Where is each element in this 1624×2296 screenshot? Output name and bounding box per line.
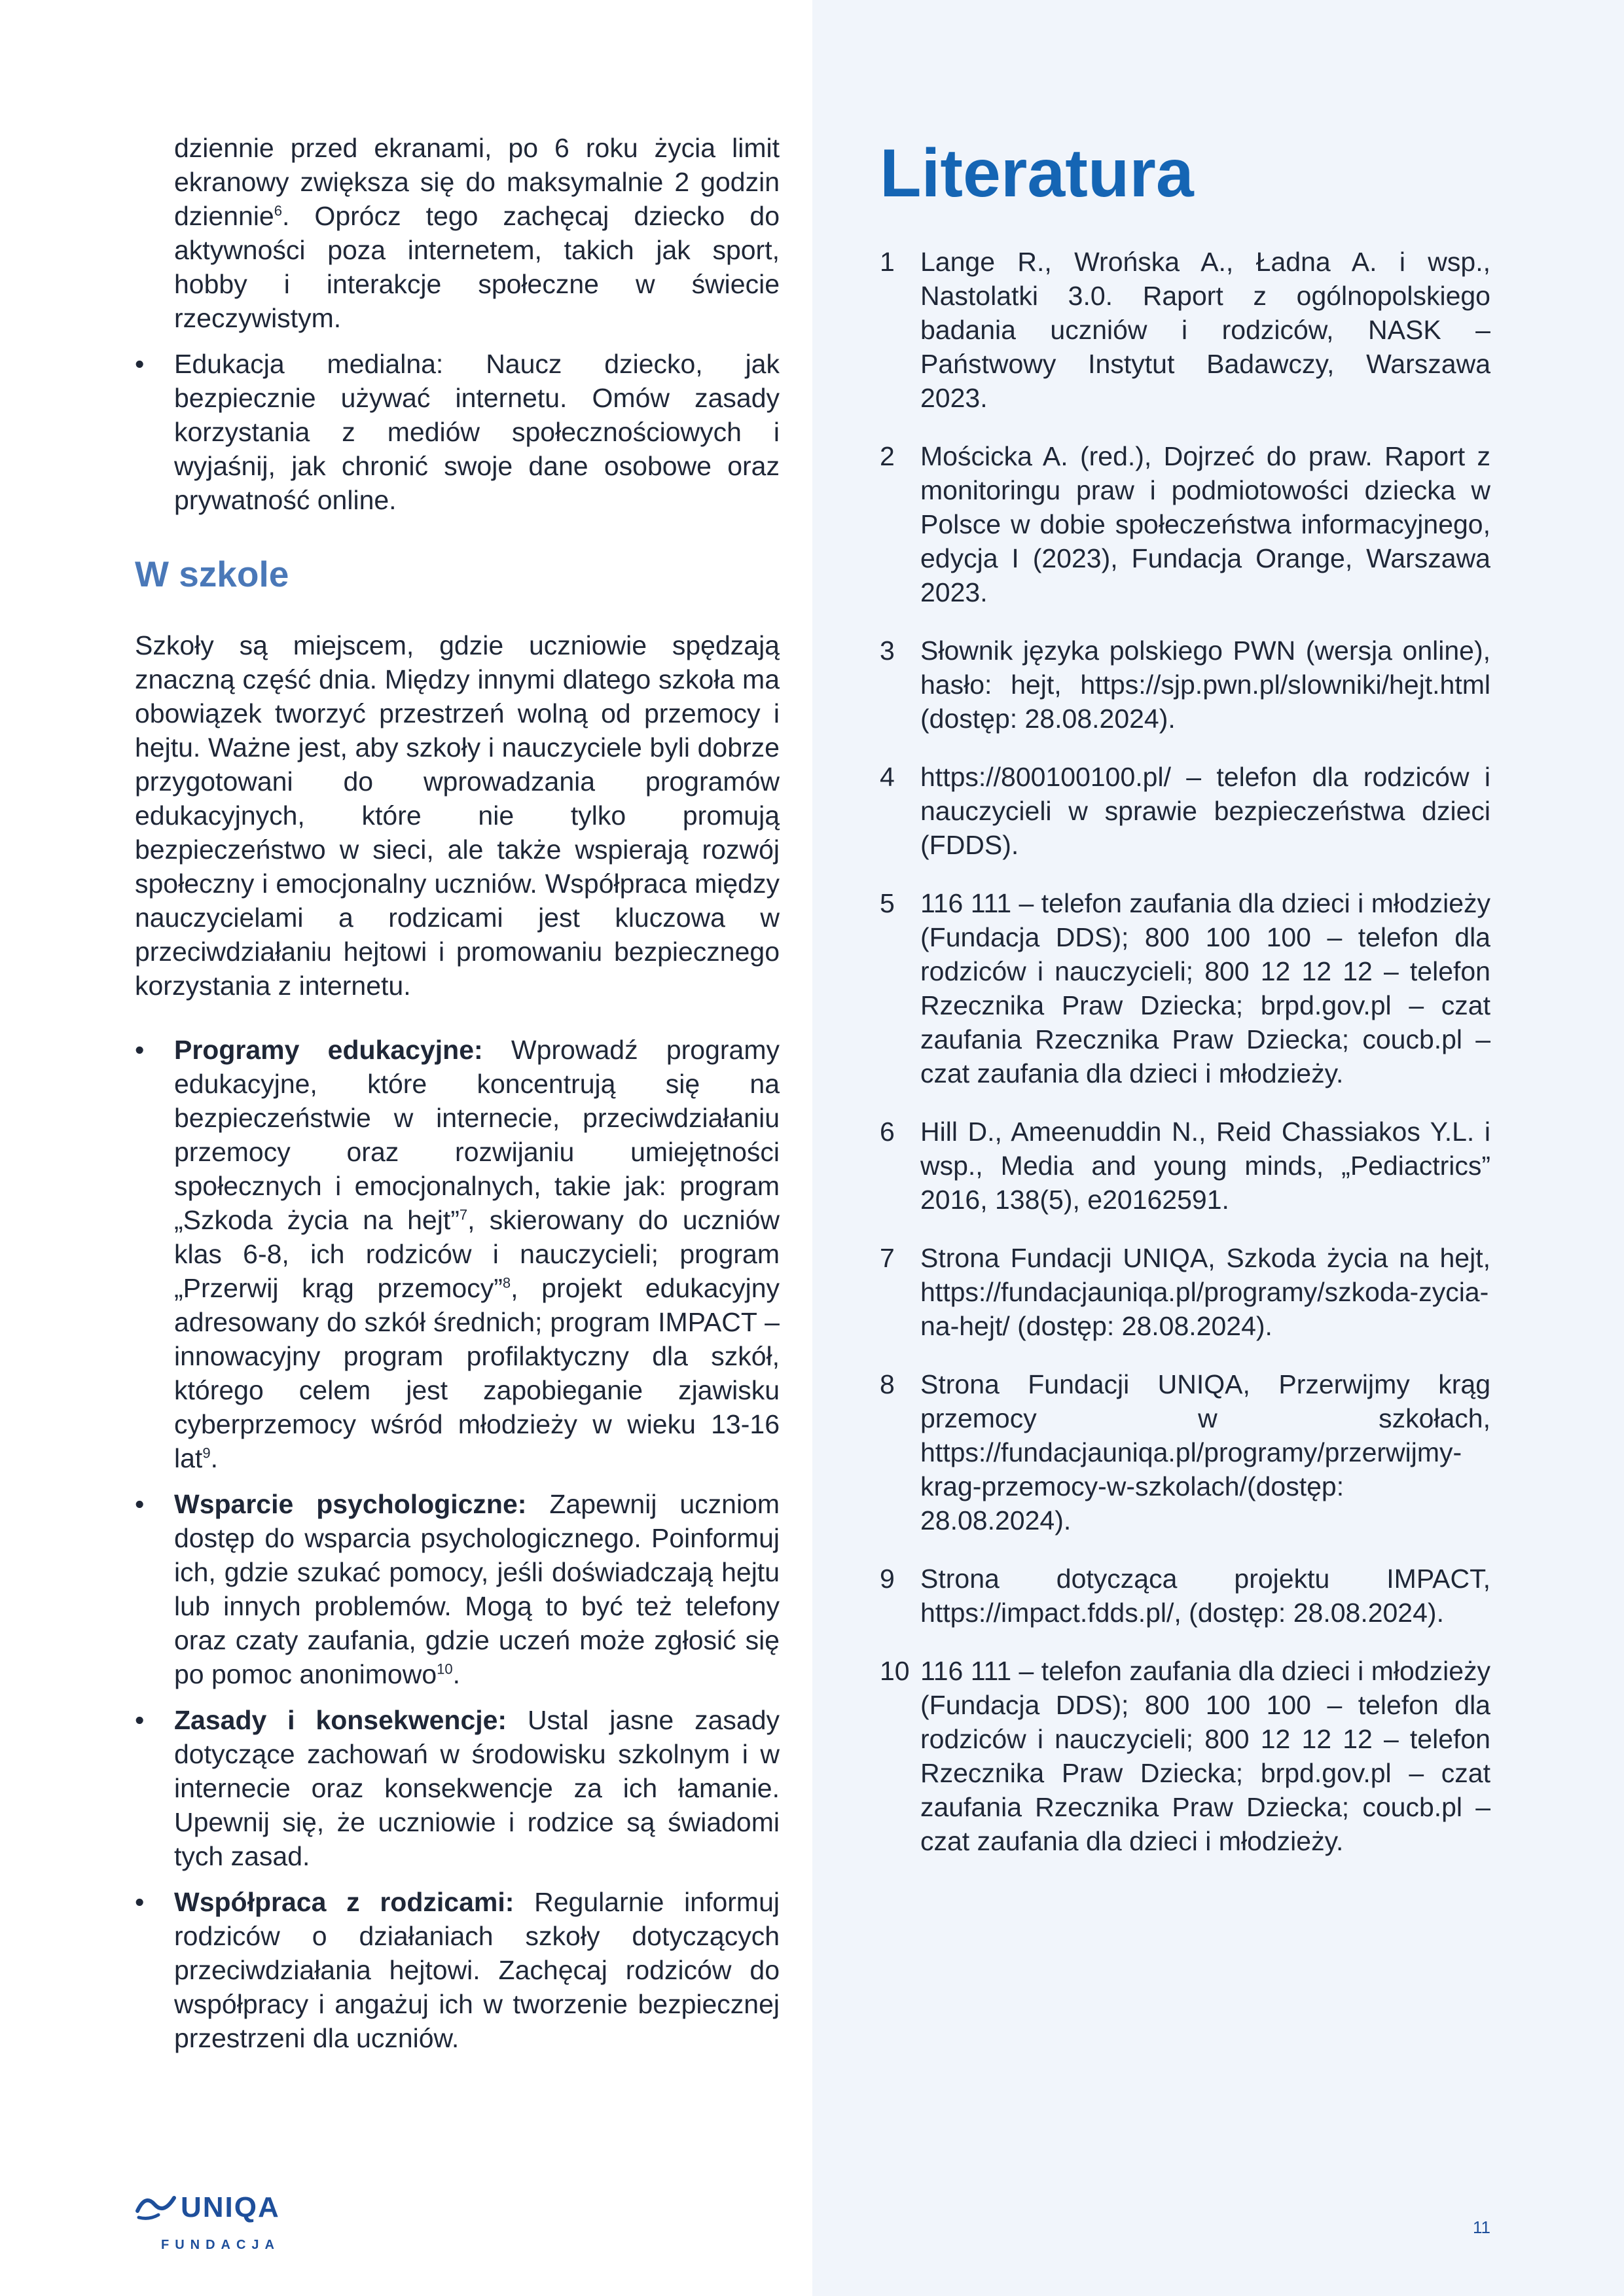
reference-text: Słownik języka polskiego PWN (wersja online), hasło: hejt, https://sjp.pwn.pl/slowniki/hejt.html (dostęp: 28.08.2024). xyxy=(920,636,1490,734)
reference-item xyxy=(880,1367,1490,1537)
bullet-psychological-support: • Wsparcie psychologiczne: Zapewnij uczniom dostęp do wsparcia psychologicznego. Poinformuj ich, gdzie szukać pomocy, jeśli doświadczają hejtu lub innych problemów. Mogą to być też telefony oraz czaty zaufania, gdzie uczeń może zgłosić się po pomoc anonimowo$^{10}$. xyxy=(135,1487,780,1691)
bullet-continuation: dziennie przed ekranami, po 6 roku życia limit ekranowy zwiększa się do maksymalnie 2 godzin dziennie$^6$. Oprócz tego zachęcaj dziecko do aktywności poza internetem, takich jak sport, hobby i interakcje społeczne w świecie rzeczywistym. xyxy=(174,133,780,333)
school-bullet-list xyxy=(135,1033,780,2055)
logo-subtitle: FUNDACJA xyxy=(161,2238,280,2252)
media-list xyxy=(135,347,780,517)
reference-number: 5 xyxy=(880,888,895,918)
reference-text: Hill D., Ameenuddin N., Reid Chassiakos Y.L. i wsp., Media and young minds, „Pediactrics” 2016, 138(5), e20162591. xyxy=(920,1117,1490,1215)
references-list xyxy=(880,245,1490,1858)
section-title: W szkole xyxy=(135,554,289,594)
footnote-ref[interactable]: 9 xyxy=(202,1444,211,1462)
school-paragraph: Szkoły są miejscem, gdzie uczniowie spędzają znaczną część dnia. Między innymi dlatego szkoła ma obowiązek tworzyć przestrzeń wolną od przemocy i hejtu. Ważne jest, aby szkoły i nauczyciele byli dobrze przygotowani do wprowadzania programów edukacyjnych, które nie tylko promują bezpieczeństwo w sieci, ale także wspierają rozwój społeczny i emocjonalny uczniów. Współpraca między nauczycielami a rodzicami jest kluczowa w przeciwdziałaniu hejtowi i promowaniu bezpiecznego korzystania z internetu. xyxy=(135,630,780,1001)
footnote-ref[interactable]: 6 xyxy=(274,202,282,219)
reference-text: Lange R., Wrońska A., Ładna A. i wsp., Nastolatki 3.0. Raport z ogólnopolskiego badania uczniów i rodziców, NASK – Państwowy Instytut Badawczy, Warszawa 2023. xyxy=(920,247,1490,413)
footnote-ref[interactable]: 10 xyxy=(437,1660,453,1677)
bullet-media-education: • Edukacja medialna: Naucz dziecko, jak bezpiecznie używać internetu. Omów zasady korzystania z mediów społecznościowych i wyjaśnij, jak chronić swoje dane osobowe oraz prywatność online. xyxy=(135,347,780,517)
reference-number: 9 xyxy=(880,1564,895,1594)
reference-item xyxy=(880,1115,1490,1217)
reference-number: 1 xyxy=(880,247,895,277)
reference-number: 8 xyxy=(880,1369,895,1399)
reference-number: 10 xyxy=(880,1656,910,1686)
references-title: Literatura xyxy=(880,135,1194,211)
uniqa-wave-icon xyxy=(135,2191,177,2221)
footnote-ref[interactable]: 7 xyxy=(459,1206,468,1223)
reference-text: Strona Fundacji UNIQA, Szkoda życia na hejt, https://fundacjauniqa.pl/programy/szkoda-zycia-na-hejt/ (dostęp: 28.08.2024). xyxy=(920,1243,1490,1341)
reference-text: Strona dotycząca projektu IMPACT, https://impact.fdds.pl/, (dostęp: 28.08.2024). xyxy=(920,1564,1490,1628)
reference-item xyxy=(880,1654,1490,1858)
reference-number: 6 xyxy=(880,1117,895,1147)
logo-name: UNIQA xyxy=(181,2191,280,2223)
reference-number: 4 xyxy=(880,762,895,792)
footnote-ref[interactable]: 8 xyxy=(502,1274,511,1291)
reference-item xyxy=(880,245,1490,415)
reference-number: 2 xyxy=(880,441,895,471)
reference-item xyxy=(880,1241,1490,1343)
reference-item xyxy=(880,439,1490,609)
bullet-rules-consequences: • Zasady i konsekwencje: Ustal jasne zasady dotyczące zachowań w środowisku szkolnym i w internecie oraz konsekwencje za ich łamanie. Upewnij się, że uczniowie i rodzice są świadomi tych zasad. xyxy=(135,1703,780,1873)
bullet-parent-cooperation: • Współpraca z rodzicami: Regularnie informuj rodziców o działaniach szkoły dotyczących przeciwdziałania hejtowi. Zachęcaj rodziców do współpracy i angażuj ich w tworzenie bezpiecznej przestrzeni dla uczniów. xyxy=(135,1885,780,2055)
page-number: 11 xyxy=(1473,2217,1490,2237)
reference-text: Strona Fundacji UNIQA, Przerwijmy krąg przemocy w szkołach, https://fundacjauniqa.pl/programy/przerwijmy-krag-przemocy-w-szkolach/(dostęp: 28.08.2024). xyxy=(920,1369,1490,1535)
reference-text: 116 111 – telefon zaufania dla dzieci i młodzieży (Fundacja DDS); 800 100 100 – telefon dla rodziców i nauczycieli; 800 12 12 12 – telefon Rzecznika Praw Dziecka; brpd.gov.pl – czat zaufania Rzecznika Praw Dziecka; coucb.pl – czat zaufania dla dzieci i młodzieży. xyxy=(920,888,1490,1088)
reference-item xyxy=(880,760,1490,862)
reference-text: Mościcka A. (red.), Dojrzeć do praw. Raport z monitoringu praw i podmiotowości dziecka w Polsce w dobie społeczeństwa informacyjnego, edycja I (2023), Fundacja Orange, Warszawa 2023. xyxy=(920,441,1490,607)
reference-item xyxy=(880,634,1490,736)
reference-item xyxy=(880,886,1490,1090)
reference-number: 3 xyxy=(880,636,895,666)
reference-text: 116 111 – telefon zaufania dla dzieci i młodzieży (Fundacja DDS); 800 100 100 – telefon dla rodziców i nauczycieli; 800 12 12 12 – telefon Rzecznika Praw Dziecka; brpd.gov.pl – czat zaufania Rzecznika Praw Dziecka; coucb.pl – czat zaufania dla dzieci i młodzieży. xyxy=(920,1656,1490,1856)
left-column xyxy=(135,131,780,2067)
bullet-educational-programs: • Programy edukacyjne: Wprowadź programy edukacyjne, które koncentrują się na bezpieczeństwie w internecie, przeciwdziałaniu przemocy oraz rozwijaniu umiejętności społecznych i emocjonalnych, takie jak: program „Szkoda życia na hejt”$^7$, skierowany do uczniów klas 6-8, ich rodziców i nauczycieli; program „Przerwij krąg przemocy”$^8$, projekt edukacyjny adresowany do szkół średnich; program IMPACT – innowacyjny program profilaktyczny dla szkół, którego celem jest zapobieganie zjawisku cyberprzemocy wśród młodzieży w wieku 13-16 lat$^9$. xyxy=(135,1033,780,1475)
reference-text: https://800100100.pl/ – telefon dla rodziców i nauczycieli w sprawie bezpieczeństwa dzieci (FDDS). xyxy=(920,762,1490,860)
reference-item xyxy=(880,1562,1490,1630)
reference-number: 7 xyxy=(880,1243,895,1273)
uniqa-foundation-logo xyxy=(135,2191,298,2257)
references-column xyxy=(880,131,1490,1882)
